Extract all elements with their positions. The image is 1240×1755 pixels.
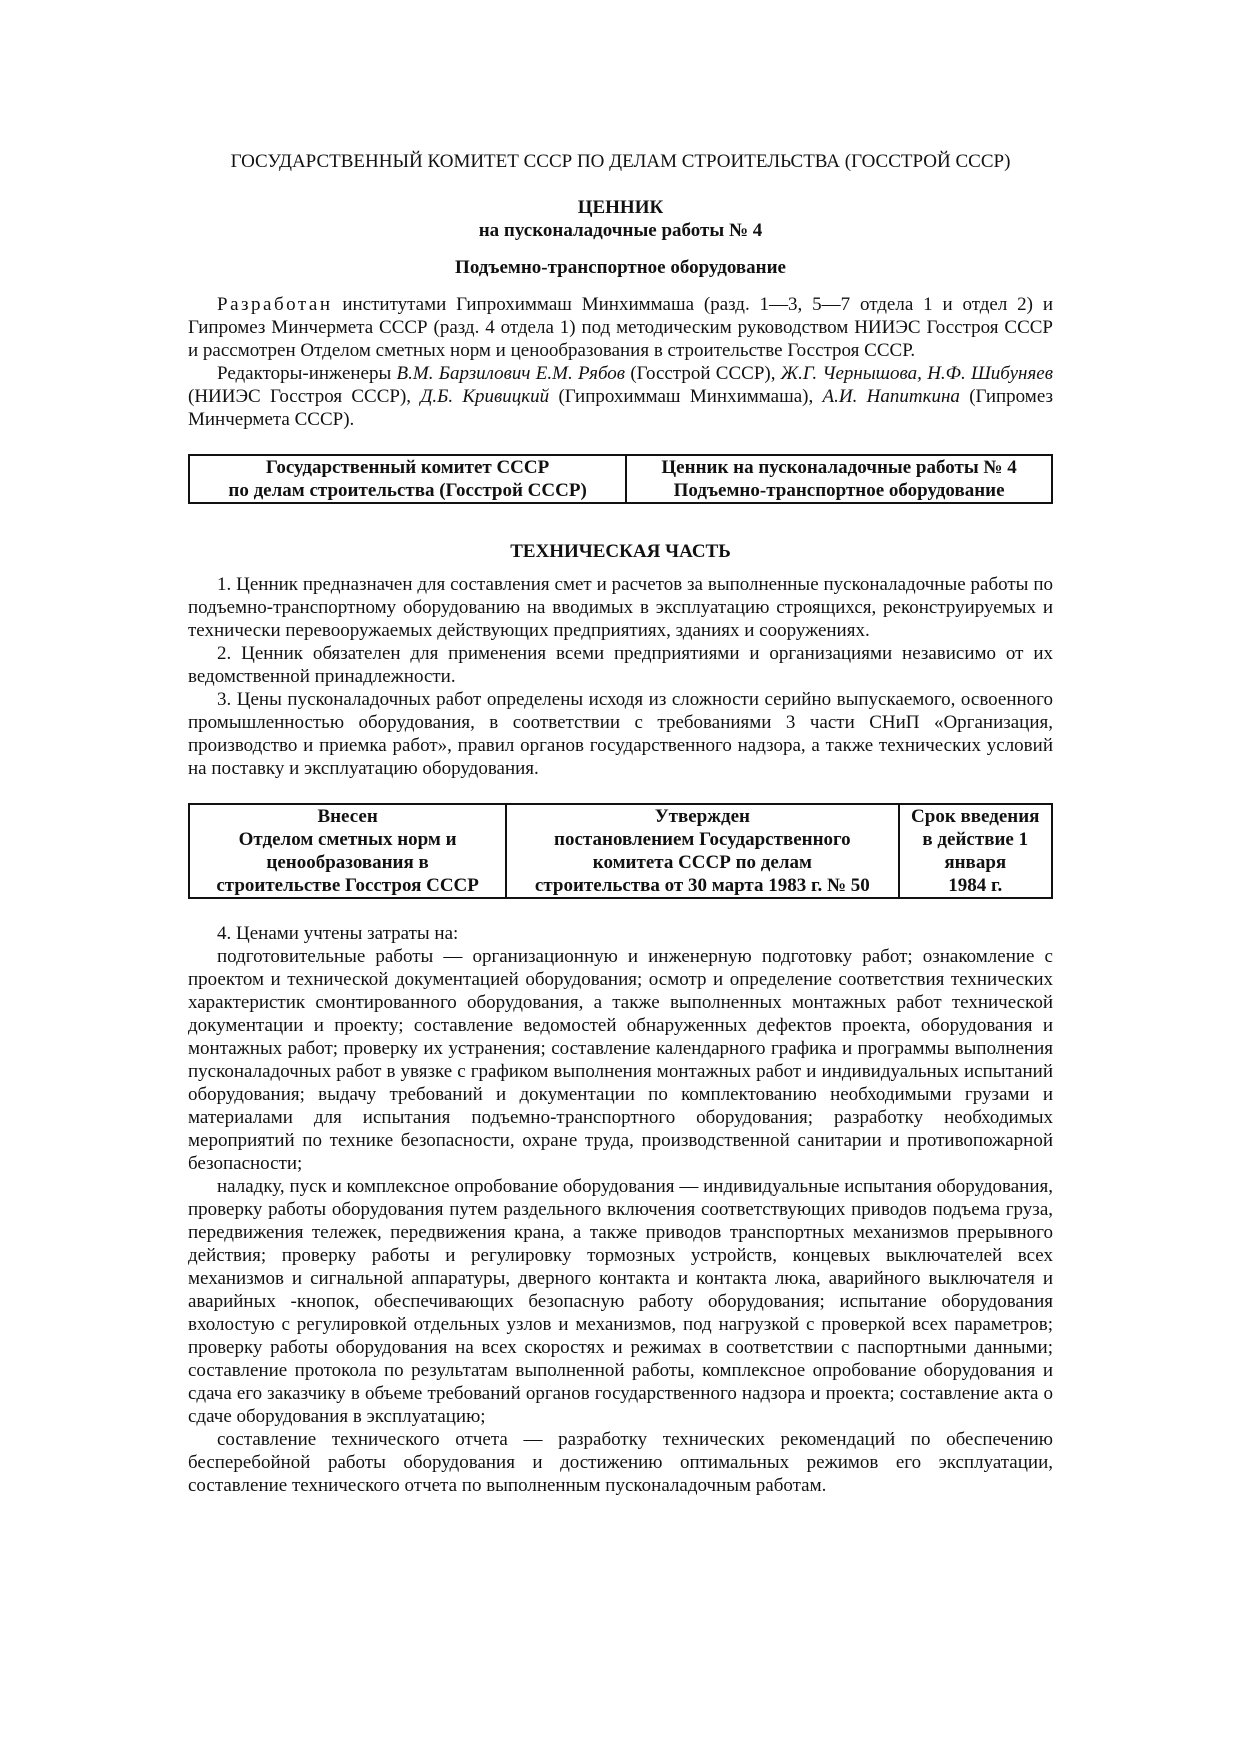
tech-paragraph-3: 3. Цены пусконаладочных работ определены исходя из сложности серийно выпускаемого, освоенного промышленностью оборудования, в соответствии с требованиями 3 части СНиП «Организация, производство и приемка работ», правил органов государственного надзора, а также технических условий на поставку и эксплуатацию оборудования. [188,689,1053,779]
submitted-line3: ценообразования в [266,852,429,873]
header-table-left-line1: Государственный комитет СССР [265,457,550,478]
editor-org-1: (Госстрой СССР), [625,363,781,384]
editor-org-2: (НИИЭС Госстроя СССР), [188,386,421,407]
approved-line2: постановлением Государственного [554,829,851,850]
costs-preparatory-paragraph: подготовительные работы — организационную и инженерную подготовку работ; ознакомление с проектом и технической документацией оборудования; осмотр и определение соответствия технических характеристик смонтированного оборудования, а также выполненных монтажных работ технической документации и проекту; составление ведомостей обнаруженных дефектов проекта, оборудования и монтажных работ; проверку их устранения; составление календарного графика и программы выполнения пусконаладочных работ в увязке с графиком выполнения монтажных работ и индивидуальных испытаний оборудования; выдачу требований и документации по комплектованию необходимыми грузами и материалами для испытания подъемно-транспортного оборудования; разработку необходимых мероприятий по технике безопасности, охране труда, производственной санитарии и противопожарной безопасности; [188,946,1053,1174]
editors-label: Редакторы-инженеры [217,363,397,384]
approval-approved-cell [506,804,898,898]
section-title: Подъемно-транспортное оборудование [455,257,786,278]
submitted-line4: строительстве Госстроя СССР [216,875,479,896]
header-table-right-cell [626,455,1052,503]
header-table-right-line2: Подъемно-транспортное оборудование [673,480,1005,501]
editors-paragraph [188,362,1053,431]
approval-effective-date-cell [899,804,1052,898]
approved-line4: строительства от 30 марта 1983 г. № 50 [534,875,870,896]
editor-org-3: (Гипрохиммаш Минхиммаша), [549,386,823,407]
costs-paragraph-4: 4. Ценами учтены затраты на: [217,923,459,944]
editor-names-3: Д.Б. Кривицкий [420,386,550,407]
editor-names-1: В.М. Барзилович Е.М. Рябов [396,363,626,384]
costs-commissioning-paragraph: наладку, пуск и комплексное опробование оборудования — индивидуальные испытания оборудования, проверку работы оборудования путем раздельного включения соответствующих приводов подъема груза, передвижения тележек, передвижения крана, а также приводов транспортных механизмов прерывного действия; проверку работы и регулировку тормозных устройств, концевых выключателей всех механизмов и сигнальной аппаратуры, дверного контакта и контакта люка, аварийного выключателя и аварийных -кнопок, обеспечивающих безопасную работу оборудования; испытание оборудования вхолостую с регулировкой отдельных узлов и механизмов, под нагрузкой с проверкой всех параметров; проверку работы оборудования на всех скоростях и режимах в соответствии с паспортными данными; составление протокола по результатам выполненной работы, комплексное опробование оборудования и сдача его заказчику в объеме требований органов государственного надзора и проекта; составление акта о сдаче оборудования в эксплуатацию; [188,1176,1053,1427]
committee-header: ГОСУДАРСТВЕННЫЙ КОМИТЕТ СССР ПО ДЕЛАМ СТРОИТЕЛЬСТВА (ГОССТРОЙ СССР) [230,151,1011,172]
developed-label: Разработан [217,294,333,315]
submitted-line2: Отделом сметных норм и [238,829,457,850]
approved-line1: Утвержден [654,806,751,827]
header-table [188,454,1053,504]
editor-org-4: (Гипромез Минчермета СССР). [188,386,1053,430]
approval-submitted-cell [189,804,506,898]
approved-line3: комитета СССР по делам [592,852,812,873]
header-table-left-cell [189,455,626,503]
developed-paragraph [188,293,1053,362]
document-title: ЦЕННИК [577,197,664,218]
submitted-line1: Внесен [317,806,378,827]
approval-table [188,803,1053,899]
developed-text: институтами Гипрохиммаш Минхиммаша (разд. 1—3, 5—7 отдела 1 и отдел 2) и Гипромез Минчермета СССР (разд. 4 отдела 1) под методическим руководством НИИЭС Госстроя СССР и рассмотрен Отделом сметных норм и ценообразования в строительстве Госстроя СССР. [188,294,1053,361]
header-table-right-line1: Ценник на пусконаладочные работы № 4 [661,457,1017,478]
editor-names-2: Ж.Г. Чернышова, Н.Ф. Шибуняев [780,363,1053,384]
header-table-left-line2: по делам строительства (Госстрой СССР) [228,480,587,501]
editor-names-4: А.И. Напиткина [822,386,960,407]
technical-part-heading: ТЕХНИЧЕСКАЯ ЧАСТЬ [510,541,731,562]
costs-report-paragraph: составление технического отчета — разработку технических рекомендаций по обеспечению бесперебойной работы оборудования и достижению оптимальных режимов его эксплуатации, составление технического отчета по выполненным пусконаладочным работам. [188,1429,1053,1496]
effective-line1: Срок введения [911,806,1040,827]
tech-paragraph-2: 2. Ценник обязателен для применения всеми предприятиями и организациями независимо от их ведомственной принадлежности. [188,643,1053,687]
effective-line3: 1984 г. [948,875,1003,896]
tech-paragraph-1: 1. Ценник предназначен для составления смет и расчетов за выполненные пусконаладочные работы по подъемно-транспортному оборудованию на вводимых в эксплуатацию строящихся, реконструируемых и технически перевооружаемых действующих предприятиях, зданиях и сооружениях. [188,574,1053,641]
document-subtitle: на пусконаладочные работы № 4 [478,220,763,241]
effective-line2: в действие 1 января [922,829,1029,873]
document-page [188,150,1053,1497]
